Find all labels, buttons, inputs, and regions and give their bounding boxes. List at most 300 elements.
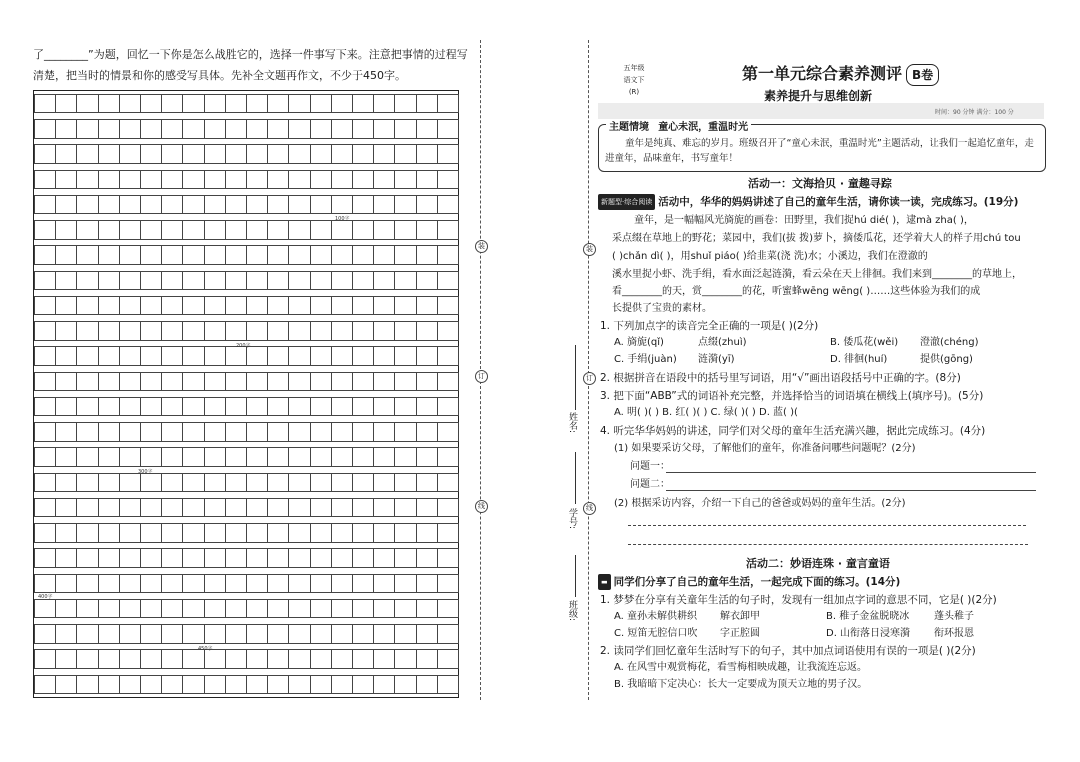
grid-cell[interactable] xyxy=(267,422,289,442)
grid-cell[interactable] xyxy=(267,372,289,392)
grid-cell[interactable] xyxy=(331,195,353,215)
grid-cell[interactable] xyxy=(246,574,268,594)
grid-cell[interactable] xyxy=(119,649,141,669)
grid-cell[interactable] xyxy=(416,397,438,417)
q5-option-c1[interactable]: C. 短笛无腔信口吹 xyxy=(614,628,698,639)
grid-cell[interactable] xyxy=(352,397,374,417)
grid-cell[interactable] xyxy=(161,422,183,442)
grid-cell[interactable] xyxy=(140,447,162,467)
grid-cell[interactable] xyxy=(373,170,395,190)
grid-cell[interactable] xyxy=(76,170,98,190)
grid-cell[interactable] xyxy=(204,599,226,619)
grid-cell[interactable] xyxy=(182,346,204,366)
grid-cell[interactable] xyxy=(331,649,353,669)
grid-cell[interactable] xyxy=(140,473,162,493)
grid-cell[interactable] xyxy=(225,574,247,594)
grid-cell[interactable] xyxy=(331,624,353,644)
grid-cell[interactable] xyxy=(416,473,438,493)
grid-cell[interactable] xyxy=(182,498,204,518)
grid-cell[interactable] xyxy=(140,346,162,366)
grid-cell[interactable] xyxy=(204,372,226,392)
grid-cell[interactable] xyxy=(373,144,395,164)
grid-cell[interactable] xyxy=(267,548,289,568)
grid-cell[interactable] xyxy=(288,195,310,215)
grid-cell[interactable] xyxy=(225,195,247,215)
grid-cell[interactable] xyxy=(352,321,374,341)
q4-2-answer-line-2[interactable] xyxy=(628,544,1028,545)
grid-cell[interactable] xyxy=(98,422,120,442)
grid-cell[interactable] xyxy=(373,473,395,493)
q6-option-a[interactable]: A. 在风雪中观赏梅花，看雪梅相映成趣，让我流连忘返。 xyxy=(614,662,868,673)
grid-cell[interactable] xyxy=(119,94,141,114)
grid-cell[interactable] xyxy=(98,574,120,594)
grid-cell[interactable] xyxy=(331,498,353,518)
grid-cell[interactable] xyxy=(267,346,289,366)
grid-cell[interactable] xyxy=(310,548,332,568)
grid-cell[interactable] xyxy=(416,422,438,442)
grid-cell[interactable] xyxy=(437,649,459,669)
grid-cell[interactable] xyxy=(225,144,247,164)
grid-cell[interactable] xyxy=(310,119,332,139)
grid-cell[interactable] xyxy=(288,574,310,594)
grid-cell[interactable] xyxy=(161,296,183,316)
grid-cell[interactable] xyxy=(76,195,98,215)
grid-cell[interactable] xyxy=(373,675,395,695)
grid-cell[interactable] xyxy=(288,523,310,543)
grid-cell[interactable] xyxy=(267,574,289,594)
grid-cell[interactable] xyxy=(204,574,226,594)
grid-cell[interactable] xyxy=(267,675,289,695)
grid-cell[interactable] xyxy=(119,422,141,442)
grid-cell[interactable] xyxy=(437,346,459,366)
grid-cell[interactable] xyxy=(161,372,183,392)
grid-cell[interactable] xyxy=(352,245,374,265)
grid-cell[interactable] xyxy=(140,220,162,240)
grid-cell[interactable] xyxy=(310,144,332,164)
grid-cell[interactable] xyxy=(437,473,459,493)
grid-cell[interactable] xyxy=(76,498,98,518)
grid-cell[interactable] xyxy=(352,422,374,442)
grid-cell[interactable] xyxy=(416,498,438,518)
grid-cell[interactable] xyxy=(140,245,162,265)
grid-cell[interactable] xyxy=(394,245,416,265)
grid-cell[interactable] xyxy=(288,372,310,392)
grid-cell[interactable] xyxy=(310,624,332,644)
grid-cell[interactable] xyxy=(331,447,353,467)
grid-cell[interactable] xyxy=(394,649,416,669)
grid-cell[interactable] xyxy=(437,675,459,695)
grid-cell[interactable] xyxy=(331,321,353,341)
grid-cell[interactable] xyxy=(76,271,98,291)
grid-cell[interactable] xyxy=(246,397,268,417)
grid-cell[interactable] xyxy=(246,548,268,568)
grid-cell[interactable] xyxy=(416,195,438,215)
grid-cell[interactable] xyxy=(76,94,98,114)
grid-cell[interactable] xyxy=(267,119,289,139)
grid-cell[interactable] xyxy=(182,271,204,291)
grid-cell[interactable] xyxy=(119,548,141,568)
grid-cell[interactable] xyxy=(331,599,353,619)
grid-cell[interactable] xyxy=(98,372,120,392)
grid-cell[interactable] xyxy=(267,94,289,114)
grid-cell[interactable] xyxy=(373,548,395,568)
grid-cell[interactable] xyxy=(373,321,395,341)
grid-cell[interactable] xyxy=(204,649,226,669)
grid-cell[interactable] xyxy=(331,675,353,695)
grid-cell[interactable] xyxy=(310,473,332,493)
grid-cell[interactable] xyxy=(394,599,416,619)
grid-cell[interactable] xyxy=(352,94,374,114)
grid-cell[interactable] xyxy=(161,447,183,467)
student-name-line[interactable] xyxy=(575,345,576,410)
grid-cell[interactable] xyxy=(182,422,204,442)
grid-cell[interactable] xyxy=(416,245,438,265)
grid-cell[interactable] xyxy=(119,346,141,366)
grid-cell[interactable] xyxy=(161,574,183,594)
grid-cell[interactable] xyxy=(182,675,204,695)
grid-cell[interactable] xyxy=(182,473,204,493)
grid-cell[interactable] xyxy=(352,296,374,316)
grid-cell[interactable] xyxy=(182,296,204,316)
grid-cell[interactable] xyxy=(161,220,183,240)
grid-cell[interactable] xyxy=(76,397,98,417)
grid-cell[interactable] xyxy=(331,422,353,442)
grid-cell[interactable] xyxy=(225,523,247,543)
grid-cell[interactable] xyxy=(394,119,416,139)
grid-cell[interactable] xyxy=(204,119,226,139)
grid-cell[interactable] xyxy=(34,523,56,543)
grid-cell[interactable] xyxy=(437,195,459,215)
grid-cell[interactable] xyxy=(394,94,416,114)
grid-cell[interactable] xyxy=(119,599,141,619)
grid-cell[interactable] xyxy=(437,94,459,114)
grid-cell[interactable] xyxy=(310,346,332,366)
grid-cell[interactable] xyxy=(310,498,332,518)
student-id-line[interactable] xyxy=(575,452,576,504)
grid-cell[interactable] xyxy=(55,675,77,695)
grid-cell[interactable] xyxy=(331,523,353,543)
grid-cell[interactable] xyxy=(288,346,310,366)
grid-cell[interactable] xyxy=(288,548,310,568)
grid-cell[interactable] xyxy=(246,523,268,543)
grid-cell[interactable] xyxy=(267,523,289,543)
grid-cell[interactable] xyxy=(55,397,77,417)
grid-cell[interactable] xyxy=(310,220,332,240)
grid-cell[interactable] xyxy=(55,170,77,190)
grid-cell[interactable] xyxy=(55,372,77,392)
grid-cell[interactable] xyxy=(394,397,416,417)
grid-cell[interactable] xyxy=(34,220,56,240)
grid-cell[interactable] xyxy=(267,170,289,190)
grid-cell[interactable] xyxy=(246,220,268,240)
grid-cell[interactable] xyxy=(34,346,56,366)
grid-cell[interactable] xyxy=(373,447,395,467)
grid-cell[interactable] xyxy=(140,195,162,215)
grid-cell[interactable] xyxy=(437,170,459,190)
grid-cell[interactable] xyxy=(76,220,98,240)
grid-cell[interactable] xyxy=(246,144,268,164)
grid-cell[interactable] xyxy=(288,220,310,240)
grid-cell[interactable] xyxy=(246,649,268,669)
grid-cell[interactable] xyxy=(267,195,289,215)
grid-cell[interactable] xyxy=(98,94,120,114)
grid-cell[interactable] xyxy=(331,372,353,392)
grid-cell[interactable] xyxy=(225,624,247,644)
grid-cell[interactable] xyxy=(246,422,268,442)
grid-cell[interactable] xyxy=(352,346,374,366)
grid-cell[interactable] xyxy=(182,574,204,594)
grid-cell[interactable] xyxy=(204,624,226,644)
grid-cell[interactable] xyxy=(394,346,416,366)
grid-cell[interactable] xyxy=(310,422,332,442)
grid-cell[interactable] xyxy=(161,195,183,215)
grid-cell[interactable] xyxy=(288,94,310,114)
grid-cell[interactable] xyxy=(161,119,183,139)
grid-cell[interactable] xyxy=(416,675,438,695)
grid-cell[interactable] xyxy=(204,473,226,493)
grid-cell[interactable] xyxy=(182,447,204,467)
grid-cell[interactable] xyxy=(416,624,438,644)
grid-cell[interactable] xyxy=(267,473,289,493)
grid-cell[interactable] xyxy=(437,422,459,442)
grid-cell[interactable] xyxy=(119,397,141,417)
grid-cell[interactable] xyxy=(246,599,268,619)
grid-cell[interactable] xyxy=(288,624,310,644)
grid-cell[interactable] xyxy=(140,144,162,164)
q4-2-answer-line-1[interactable] xyxy=(628,525,1026,526)
grid-cell[interactable] xyxy=(140,649,162,669)
grid-cell[interactable] xyxy=(267,498,289,518)
grid-cell[interactable] xyxy=(76,346,98,366)
grid-cell[interactable] xyxy=(34,422,56,442)
grid-cell[interactable] xyxy=(437,599,459,619)
grid-cell[interactable] xyxy=(119,675,141,695)
grid-cell[interactable] xyxy=(98,245,120,265)
grid-cell[interactable] xyxy=(98,498,120,518)
grid-cell[interactable] xyxy=(288,144,310,164)
grid-cell[interactable] xyxy=(161,624,183,644)
grid-cell[interactable] xyxy=(416,599,438,619)
grid-cell[interactable] xyxy=(331,94,353,114)
grid-cell[interactable] xyxy=(352,649,374,669)
grid-cell[interactable] xyxy=(394,170,416,190)
grid-cell[interactable] xyxy=(310,296,332,316)
grid-cell[interactable] xyxy=(34,397,56,417)
grid-cell[interactable] xyxy=(310,372,332,392)
grid-cell[interactable] xyxy=(225,372,247,392)
grid-cell[interactable] xyxy=(98,548,120,568)
grid-cell[interactable] xyxy=(437,144,459,164)
grid-cell[interactable] xyxy=(373,422,395,442)
grid-cell[interactable] xyxy=(76,574,98,594)
grid-cell[interactable] xyxy=(182,170,204,190)
grid-cell[interactable] xyxy=(204,144,226,164)
grid-cell[interactable] xyxy=(267,321,289,341)
grid-cell[interactable] xyxy=(119,574,141,594)
grid-cell[interactable] xyxy=(288,170,310,190)
grid-cell[interactable] xyxy=(55,94,77,114)
grid-cell[interactable] xyxy=(416,372,438,392)
grid-cell[interactable] xyxy=(34,473,56,493)
grid-cell[interactable] xyxy=(437,220,459,240)
grid-cell[interactable] xyxy=(182,397,204,417)
grid-cell[interactable] xyxy=(140,523,162,543)
grid-cell[interactable] xyxy=(55,574,77,594)
grid-cell[interactable] xyxy=(140,574,162,594)
grid-cell[interactable] xyxy=(204,397,226,417)
grid-cell[interactable] xyxy=(76,548,98,568)
grid-cell[interactable] xyxy=(55,473,77,493)
grid-cell[interactable] xyxy=(416,649,438,669)
grid-cell[interactable] xyxy=(98,447,120,467)
grid-cell[interactable] xyxy=(119,473,141,493)
q5-option-a1[interactable]: A. 童孙未解供耕织 xyxy=(614,611,698,622)
grid-cell[interactable] xyxy=(98,296,120,316)
grid-cell[interactable] xyxy=(246,498,268,518)
grid-cell[interactable] xyxy=(394,523,416,543)
grid-cell[interactable] xyxy=(98,523,120,543)
grid-cell[interactable] xyxy=(76,473,98,493)
grid-cell[interactable] xyxy=(140,321,162,341)
grid-cell[interactable] xyxy=(34,498,56,518)
grid-cell[interactable] xyxy=(267,271,289,291)
grid-cell[interactable] xyxy=(34,599,56,619)
grid-cell[interactable] xyxy=(182,649,204,669)
grid-cell[interactable] xyxy=(55,548,77,568)
grid-cell[interactable] xyxy=(246,119,268,139)
grid-cell[interactable] xyxy=(352,624,374,644)
grid-cell[interactable] xyxy=(373,245,395,265)
grid-cell[interactable] xyxy=(161,271,183,291)
grid-cell[interactable] xyxy=(373,498,395,518)
q1-option-c1[interactable]: C. 手绢(juàn) xyxy=(614,354,677,365)
q1-option-b1[interactable]: B. 倭瓜花(wěi) xyxy=(830,337,899,348)
grid-cell[interactable] xyxy=(119,144,141,164)
grid-cell[interactable] xyxy=(331,220,353,240)
grid-cell[interactable] xyxy=(161,548,183,568)
grid-cell[interactable] xyxy=(34,649,56,669)
grid-cell[interactable] xyxy=(225,321,247,341)
grid-cell[interactable] xyxy=(437,271,459,291)
grid-cell[interactable] xyxy=(76,422,98,442)
grid-cell[interactable] xyxy=(246,346,268,366)
grid-cell[interactable] xyxy=(331,346,353,366)
grid-cell[interactable] xyxy=(288,498,310,518)
grid-cell[interactable] xyxy=(204,321,226,341)
grid-cell[interactable] xyxy=(267,447,289,467)
grid-cell[interactable] xyxy=(161,498,183,518)
grid-cell[interactable] xyxy=(182,119,204,139)
grid-cell[interactable] xyxy=(76,296,98,316)
grid-cell[interactable] xyxy=(373,599,395,619)
grid-cell[interactable] xyxy=(246,372,268,392)
grid-cell[interactable] xyxy=(246,675,268,695)
grid-cell[interactable] xyxy=(310,245,332,265)
grid-cell[interactable] xyxy=(34,624,56,644)
grid-cell[interactable] xyxy=(437,523,459,543)
grid-cell[interactable] xyxy=(437,447,459,467)
grid-cell[interactable] xyxy=(161,397,183,417)
grid-cell[interactable] xyxy=(246,94,268,114)
grid-cell[interactable] xyxy=(182,144,204,164)
grid-cell[interactable] xyxy=(140,296,162,316)
grid-cell[interactable] xyxy=(55,271,77,291)
grid-cell[interactable] xyxy=(34,675,56,695)
grid-cell[interactable] xyxy=(182,372,204,392)
grid-cell[interactable] xyxy=(34,271,56,291)
grid-cell[interactable] xyxy=(76,675,98,695)
grid-cell[interactable] xyxy=(416,548,438,568)
grid-cell[interactable] xyxy=(394,624,416,644)
grid-cell[interactable] xyxy=(437,624,459,644)
grid-cell[interactable] xyxy=(373,574,395,594)
grid-cell[interactable] xyxy=(310,195,332,215)
grid-cell[interactable] xyxy=(352,195,374,215)
grid-cell[interactable] xyxy=(161,94,183,114)
grid-cell[interactable] xyxy=(225,346,247,366)
grid-cell[interactable] xyxy=(119,624,141,644)
grid-cell[interactable] xyxy=(394,220,416,240)
grid-cell[interactable] xyxy=(246,296,268,316)
grid-cell[interactable] xyxy=(140,675,162,695)
grid-cell[interactable] xyxy=(55,321,77,341)
grid-cell[interactable] xyxy=(373,523,395,543)
grid-cell[interactable] xyxy=(310,397,332,417)
grid-cell[interactable] xyxy=(182,548,204,568)
grid-cell[interactable] xyxy=(55,649,77,669)
grid-cell[interactable] xyxy=(204,271,226,291)
grid-cell[interactable] xyxy=(55,624,77,644)
grid-cell[interactable] xyxy=(161,245,183,265)
grid-cell[interactable] xyxy=(352,447,374,467)
grid-cell[interactable] xyxy=(119,523,141,543)
grid-cell[interactable] xyxy=(98,675,120,695)
grid-cell[interactable] xyxy=(352,574,374,594)
grid-cell[interactable] xyxy=(225,271,247,291)
grid-cell[interactable] xyxy=(204,94,226,114)
grid-cell[interactable] xyxy=(437,498,459,518)
grid-cell[interactable] xyxy=(98,119,120,139)
grid-cell[interactable] xyxy=(352,675,374,695)
grid-cell[interactable] xyxy=(373,271,395,291)
grid-cell[interactable] xyxy=(267,220,289,240)
grid-cell[interactable] xyxy=(288,422,310,442)
grid-cell[interactable] xyxy=(34,321,56,341)
grid-cell[interactable] xyxy=(161,675,183,695)
grid-cell[interactable] xyxy=(140,498,162,518)
grid-cell[interactable] xyxy=(352,119,374,139)
grid-cell[interactable] xyxy=(373,195,395,215)
grid-cell[interactable] xyxy=(437,321,459,341)
grid-cell[interactable] xyxy=(416,271,438,291)
grid-cell[interactable] xyxy=(225,220,247,240)
grid-cell[interactable] xyxy=(331,473,353,493)
grid-cell[interactable] xyxy=(55,195,77,215)
grid-cell[interactable] xyxy=(204,675,226,695)
grid-cell[interactable] xyxy=(225,170,247,190)
grid-cell[interactable] xyxy=(416,94,438,114)
grid-cell[interactable] xyxy=(310,675,332,695)
grid-cell[interactable] xyxy=(204,498,226,518)
q6-option-b[interactable]: B. 我暗暗下定决心：长大一定要成为顶天立地的男子汉。 xyxy=(614,679,868,690)
grid-cell[interactable] xyxy=(161,170,183,190)
grid-cell[interactable] xyxy=(98,271,120,291)
grid-cell[interactable] xyxy=(394,473,416,493)
grid-cell[interactable] xyxy=(140,397,162,417)
grid-cell[interactable] xyxy=(119,245,141,265)
grid-cell[interactable] xyxy=(76,599,98,619)
grid-cell[interactable] xyxy=(161,523,183,543)
